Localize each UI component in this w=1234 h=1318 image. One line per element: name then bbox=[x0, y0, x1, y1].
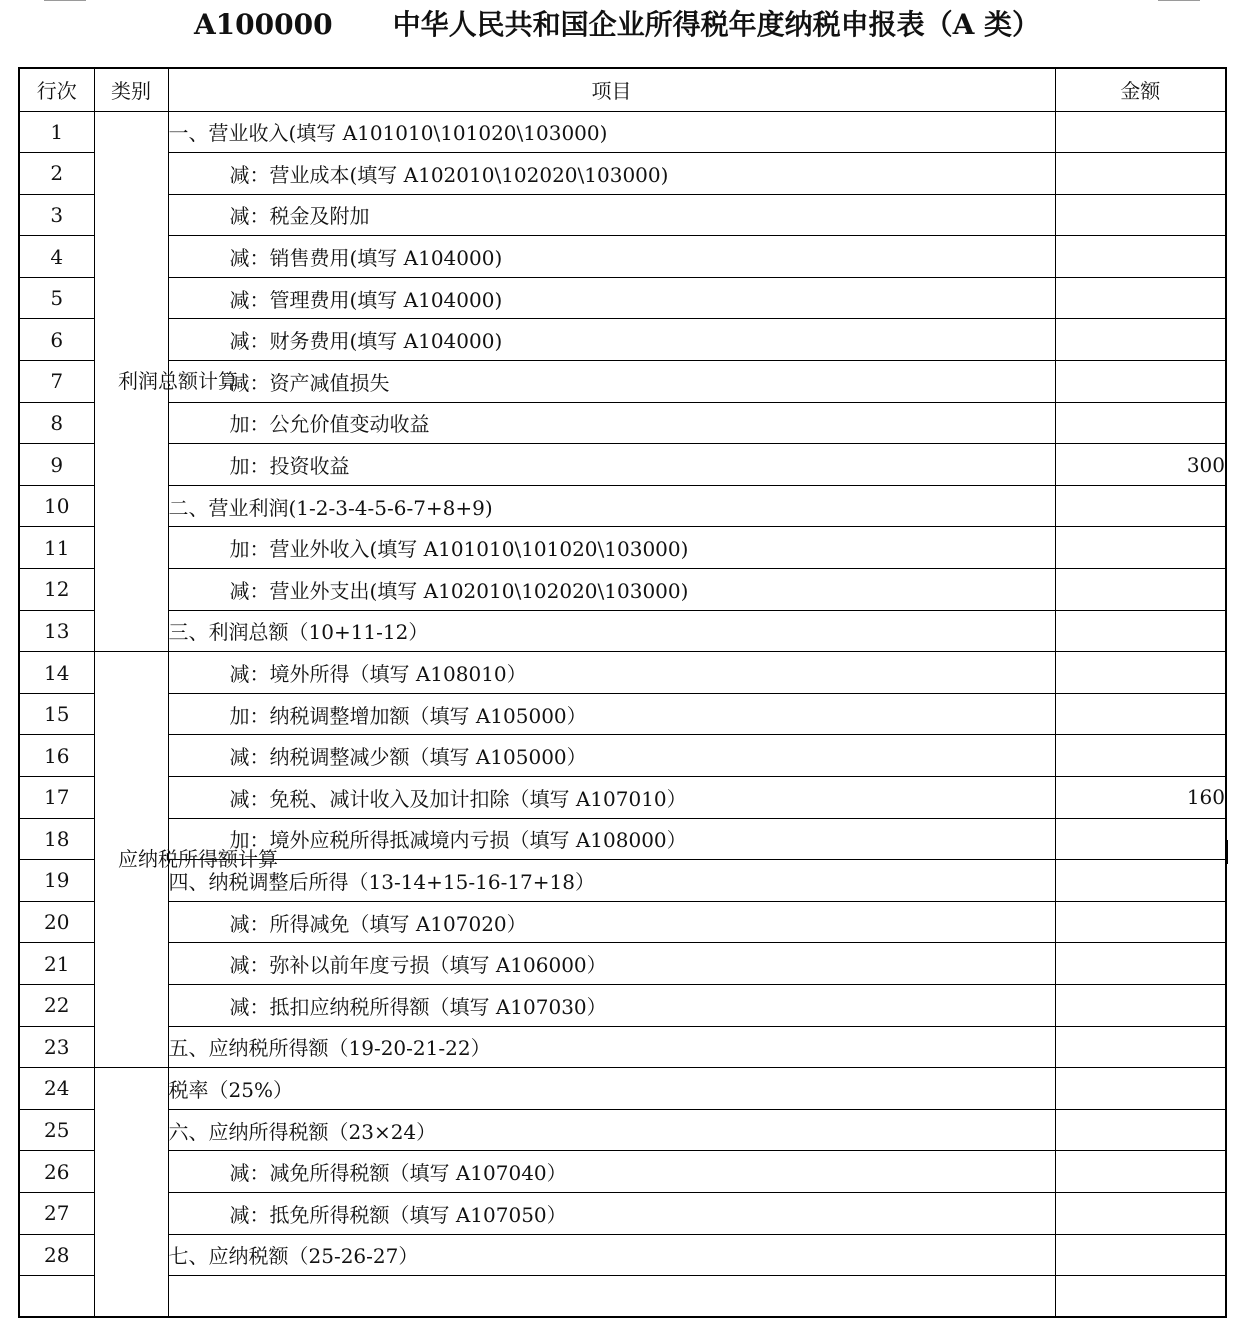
amount-cell[interactable] bbox=[1055, 735, 1226, 777]
row-item: 减：财务费用(填写 A104000) bbox=[168, 319, 1055, 361]
row-item: 减：税金及附加 bbox=[168, 194, 1055, 236]
row-item: 减：抵免所得税额（填写 A107050） bbox=[168, 1192, 1055, 1234]
row-item: 减：管理费用(填写 A104000) bbox=[168, 277, 1055, 319]
tax-return-table bbox=[18, 67, 1227, 1318]
category-label: 利润总额计算 bbox=[118, 368, 238, 393]
row-item: 减：所得减免（填写 A107020） bbox=[168, 901, 1055, 943]
row-number: 22 bbox=[19, 984, 94, 1026]
row-number: 27 bbox=[19, 1192, 94, 1234]
amount-cell[interactable] bbox=[1055, 569, 1226, 611]
category-taxable-income bbox=[94, 652, 278, 1068]
amount-cell[interactable] bbox=[1055, 1234, 1226, 1276]
amount-cell[interactable] bbox=[1055, 1026, 1226, 1068]
amount-cell[interactable] bbox=[1055, 236, 1226, 278]
amount-cell[interactable] bbox=[1055, 485, 1226, 527]
table-row bbox=[19, 153, 1226, 195]
row-number: 3 bbox=[19, 194, 94, 236]
header-amount: 金额 bbox=[1055, 68, 1226, 111]
row-number: 11 bbox=[19, 527, 94, 569]
row-number: 2 bbox=[19, 153, 94, 195]
table-row bbox=[19, 319, 1226, 361]
row-number: 7 bbox=[19, 361, 94, 403]
amount-cell[interactable] bbox=[1055, 111, 1226, 153]
row-number: 15 bbox=[19, 693, 94, 735]
header-item: 项目 bbox=[168, 68, 1055, 111]
table-row bbox=[19, 693, 1226, 735]
amount-cell[interactable] bbox=[1055, 860, 1226, 902]
amount-cell[interactable] bbox=[1055, 1068, 1226, 1110]
row-number: 4 bbox=[19, 236, 94, 278]
row-item: 加：公允价值变动收益 bbox=[168, 402, 1055, 444]
amount-cell[interactable] bbox=[1055, 194, 1226, 236]
row-number: 10 bbox=[19, 485, 94, 527]
row-number: 28 bbox=[19, 1234, 94, 1276]
corner-mark-right bbox=[1158, 0, 1200, 1]
table-row bbox=[19, 527, 1226, 569]
amount-cell[interactable] bbox=[1055, 984, 1226, 1026]
amount-cell[interactable] bbox=[1055, 1109, 1226, 1151]
form-title: 中华人民共和国企业所得税年度纳税申报表（A 类） bbox=[392, 8, 1041, 41]
amount-cell[interactable]: 160 bbox=[1055, 777, 1226, 819]
amount-cell[interactable] bbox=[1055, 693, 1226, 735]
amount-cell[interactable] bbox=[1055, 527, 1226, 569]
row-number: 16 bbox=[19, 735, 94, 777]
row-item: 减：免税、减计收入及加计扣除（填写 A107010） bbox=[168, 777, 1055, 819]
table-row bbox=[19, 901, 1226, 943]
row-item: 减：境外所得（填写 A108010） bbox=[168, 652, 1055, 694]
amount-cell[interactable] bbox=[1055, 610, 1226, 652]
table-row bbox=[19, 1151, 1226, 1193]
table-row bbox=[19, 735, 1226, 777]
table-row bbox=[19, 569, 1226, 611]
table-row bbox=[19, 194, 1226, 236]
category-tax-payable bbox=[94, 1068, 168, 1318]
row-item: 减：销售费用(填写 A104000) bbox=[168, 236, 1055, 278]
table-row bbox=[19, 485, 1226, 527]
amount-cell[interactable] bbox=[1055, 901, 1226, 943]
corner-mark-left bbox=[44, 0, 86, 1]
row-item: 减：资产减值损失 bbox=[168, 361, 1055, 403]
row-item: 加：纳税调整增加额（填写 A105000） bbox=[168, 693, 1055, 735]
form-code: A100000 bbox=[193, 8, 333, 41]
table-row bbox=[19, 236, 1226, 278]
row-number: 8 bbox=[19, 402, 94, 444]
amount-cell[interactable] bbox=[1055, 1192, 1226, 1234]
row-number: 13 bbox=[19, 610, 94, 652]
table-row bbox=[19, 984, 1226, 1026]
amount-cell[interactable] bbox=[1055, 652, 1226, 694]
row-number: 24 bbox=[19, 1068, 94, 1110]
row-item: 三、利润总额（10+11-12） bbox=[168, 610, 1055, 652]
category-profit bbox=[94, 111, 238, 652]
category-label: 应纳税所得额计算 bbox=[118, 847, 278, 872]
row-number: 19 bbox=[19, 860, 94, 902]
table-row bbox=[19, 1109, 1226, 1151]
header-category: 类别 bbox=[94, 68, 168, 111]
row-number: 18 bbox=[19, 818, 94, 860]
table-row bbox=[19, 402, 1226, 444]
row-number: 20 bbox=[19, 901, 94, 943]
amount-cell[interactable] bbox=[1055, 319, 1226, 361]
table-row bbox=[19, 860, 1226, 902]
row-item: 六、应纳所得税额（23×24） bbox=[168, 1109, 1055, 1151]
row-number: 5 bbox=[19, 277, 94, 319]
table-row bbox=[19, 1068, 1226, 1110]
row-item: 减：纳税调整减少额（填写 A105000） bbox=[168, 735, 1055, 777]
table-row bbox=[19, 777, 1226, 819]
row-item: 减：营业成本(填写 A102010\102020\103000) bbox=[168, 153, 1055, 195]
row-item: 七、应纳税额（25-26-27） bbox=[168, 1234, 1055, 1276]
text-cursor bbox=[1226, 840, 1228, 864]
row-item: 减：抵扣应纳税所得额（填写 A107030） bbox=[168, 984, 1055, 1026]
row-item: 减：营业外支出(填写 A102010\102020\103000) bbox=[168, 569, 1055, 611]
table-row-partial bbox=[19, 1276, 1226, 1318]
row-item: 税率（25%） bbox=[168, 1068, 1055, 1110]
table-row bbox=[19, 111, 1226, 153]
row-item: 二、营业利润(1-2-3-4-5-6-7+8+9) bbox=[168, 485, 1055, 527]
amount-cell[interactable] bbox=[1055, 402, 1226, 444]
table-row bbox=[19, 1234, 1226, 1276]
table-row bbox=[19, 1192, 1226, 1234]
amount-cell[interactable] bbox=[1055, 1151, 1226, 1193]
row-item: 五、应纳税所得额（19-20-21-22） bbox=[168, 1026, 1055, 1068]
table-header-row bbox=[19, 68, 1226, 111]
row-item: 加：营业外收入(填写 A101010\101020\103000) bbox=[168, 527, 1055, 569]
amount-cell[interactable] bbox=[1055, 943, 1226, 985]
amount-cell[interactable]: 300 bbox=[1055, 444, 1226, 486]
amount-cell[interactable] bbox=[1055, 153, 1226, 195]
amount-cell[interactable] bbox=[1055, 818, 1226, 860]
table-row bbox=[19, 1026, 1226, 1068]
amount-cell[interactable] bbox=[1055, 361, 1226, 403]
row-number: 9 bbox=[19, 444, 94, 486]
row-number: 12 bbox=[19, 569, 94, 611]
row-number: 1 bbox=[19, 111, 94, 153]
row-item: 四、纳税调整后所得（13-14+15-16-17+18） bbox=[168, 860, 1055, 902]
row-item: 减：弥补以前年度亏损（填写 A106000） bbox=[168, 943, 1055, 985]
table-row bbox=[19, 444, 1226, 486]
row-item: 减：减免所得税额（填写 A107040） bbox=[168, 1151, 1055, 1193]
row-item: 一、营业收入(填写 A101010\101020\103000) bbox=[168, 111, 1055, 153]
row-item: 加：境外应税所得抵减境内亏损（填写 A108000） bbox=[168, 818, 1055, 860]
row-number: 25 bbox=[19, 1109, 94, 1151]
table-row bbox=[19, 943, 1226, 985]
row-number: 14 bbox=[19, 652, 94, 694]
table-row bbox=[19, 610, 1226, 652]
row-number: 26 bbox=[19, 1151, 94, 1193]
table-row bbox=[19, 277, 1226, 319]
document-title bbox=[0, 2, 1234, 48]
row-number: 6 bbox=[19, 319, 94, 361]
table-row bbox=[19, 652, 1226, 694]
header-row-no: 行次 bbox=[19, 68, 94, 111]
row-number: 17 bbox=[19, 777, 94, 819]
row-number: 21 bbox=[19, 943, 94, 985]
row-item: 加：投资收益 bbox=[168, 444, 1055, 486]
row-number: 23 bbox=[19, 1026, 94, 1068]
amount-cell[interactable] bbox=[1055, 277, 1226, 319]
